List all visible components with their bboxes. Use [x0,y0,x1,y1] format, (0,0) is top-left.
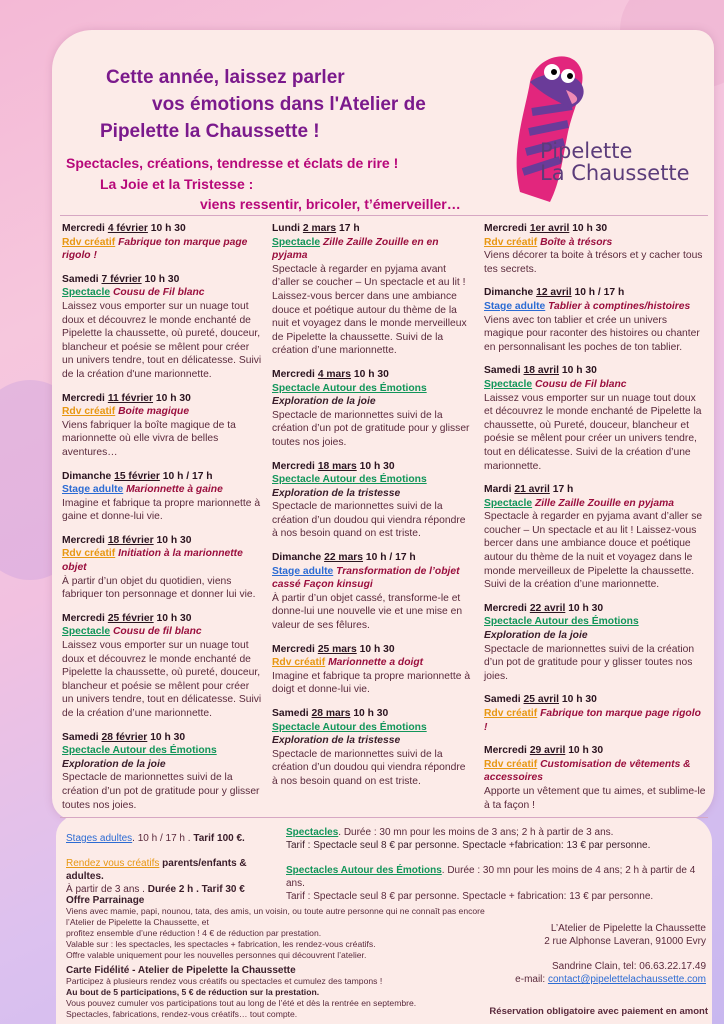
event-description: Imagine et fabrique ta propre marionnette à gaine et donne-lui vie. [62,497,261,523]
spectacles-info [286,826,706,852]
event-block [272,368,472,450]
event-title-line [62,286,262,300]
event-day: Mercredi [484,602,527,614]
event-description: À partir d’un objet cassé, transforme-le et donne-lui une nouvelle vie et une mise en valeur de ses fêlures. [272,592,463,632]
event-title-line [62,547,262,574]
event-date-line [272,460,472,474]
event-date-line [484,286,706,300]
event-description: Spectacle de marionnettes suivi de la création d’un pot de gratitude pour y glisser toutes nos joies. [272,409,470,448]
event-day: Mercredi [484,745,527,757]
event-type-link[interactable]: Spectacle [484,378,533,390]
logo-text [540,140,690,184]
rdv-duree: Durée 2 h . Tarif 30 € [147,884,245,895]
event-title-line [484,236,706,250]
schedule-column-april [484,222,706,822]
event-date: 7 février [101,273,142,285]
event-date: 25 mars [317,643,357,655]
event-day: Mercredi [272,460,315,472]
logo-line-1: Pipelette [540,139,633,163]
contact-address: 2 rue Alphonse Laveran, 91000 Evry [544,936,706,947]
divider [60,215,708,216]
event-time: 10 h 30 [150,223,186,234]
event-block [272,551,472,633]
event-time: 10 h 30 [353,708,389,719]
event-type-link[interactable]: Rdv créatif [484,236,538,248]
event-time: 10 h 30 [568,602,604,614]
event-time: 10 h 30 [359,460,395,472]
event-title-line [62,405,262,419]
event-date: 4 février [107,223,148,234]
event-title-line [272,236,472,263]
event-title-line [272,473,472,487]
title-line-3: Pipelette la Chaussette ! [100,121,320,142]
event-name: Tablier à comptines/histoires [548,300,691,312]
event-block [272,222,472,358]
stages-text: . 10 h / 17 h . [132,833,194,844]
event-date: 28 février [101,731,148,743]
event-block [62,222,262,263]
contact-email-line [494,973,706,986]
event-type-link[interactable]: Spectacle [62,626,111,638]
spectacles-tarif: Tarif : Spectacle seul 8 € par personne. Spectacle +fabrication: 13 € par personne. [286,840,651,851]
event-time: 10 h 30 [156,612,192,624]
event-day: Mercredi [62,612,105,624]
event-date-line [484,483,706,497]
event-date: 15 février [114,470,160,482]
event-description: Viens fabriquer la boîte magique de ta marionnette où elle vivra de belles aventures… [62,419,236,458]
event-date: 22 avril [529,602,566,614]
contact-name: L’Atelier de Pipelette la Chaussette [550,923,706,934]
event-day: Mercredi [272,368,315,380]
event-title-line [62,236,262,263]
event-type-link[interactable]: Rdv créatif [272,657,326,669]
event-time: 10 h 30 [144,273,180,285]
spectacles-duree: . Durée : 30 mn pour les moins de 3 ans; 2 h à partir de 3 ans. [338,827,614,838]
event-time: 10 h / 17 h [162,470,213,482]
title-line-1: Cette année, laissez parler [106,67,345,88]
event-date-line [272,707,472,721]
stages-info [66,832,286,845]
event-date-line [62,392,262,406]
event-time: 17 h [339,223,360,234]
event-date-line [62,534,262,548]
spectacles-emotions-duree: . Durée : 30 mn pour les moins de 4 ans; 2 h à partir de 4 ans. [286,865,696,889]
event-time: 10 h 30 [150,731,186,743]
subtitle-2: La Joie et la Tristesse : [100,176,254,192]
event-name: Exploration de la joie [62,758,166,770]
event-title-line [272,565,472,592]
event-name: Fabrique ton marque page rigolo ! [62,236,248,262]
event-date-line [272,643,472,657]
event-type-link[interactable]: Spectacle Autour des Émotions [272,382,427,394]
event-date: 18 février [107,534,154,546]
subtitle-1: Spectacles, créations, tendresse et éclats de rire ! [66,155,399,171]
event-day: Samedi [62,273,99,285]
event-type-link[interactable]: Spectacle Autour des Émotions [272,721,427,733]
contact-phone: Sandrine Clain, tel: 06.63.22.17.49 [552,961,706,972]
schedule-column-march [272,222,472,799]
event-description: Laissez vous emporter sur un nuage tout doux et découvrez le monde enchanté de Pipelette la chaussette, où pureté, douceur, blancheur et poésie se mêlent pour créer un univers tendre, tout en délicatesse. Suivi de la création d'une marionnette. [62,300,262,380]
event-date: 21 avril [514,484,550,496]
event-name: Fabrique ton marque page rigolo ! [484,708,701,733]
event-title-line [272,382,472,396]
parrainage-line-4: Offre valable uniquement pour les nouvelles personnes qui découvrent l’atelier. [66,950,367,960]
reservation-note: Réservation obligatoire avec paiement en amont [489,1006,708,1017]
rdv-bold: parents/enfants & adultes. [66,858,247,882]
email-link[interactable]: contact@pipelettelachaussette.com [547,974,706,985]
spectacles-emotions-tarif: Tarif : Spectacle seul 8 € par personne. Spectacle + fabrication: 13 € par personne. [286,891,654,902]
event-type-link[interactable]: Spectacle [272,236,321,248]
event-name: Exploration de la joie [272,396,376,408]
event-day: Mercredi [62,223,105,234]
event-time: 10 h 30 [155,392,191,404]
event-time: 10 h 30 [561,365,597,377]
event-date-line [484,744,706,758]
event-day: Mercredi [484,223,527,234]
event-title-line [484,758,706,785]
event-title-line [484,378,706,392]
event-date-line [484,602,706,616]
event-block [484,602,706,684]
event-type-link[interactable]: Rdv créatif [62,406,116,418]
event-block [62,273,262,382]
event-type-link[interactable]: Rdv créatif [62,548,116,560]
event-block [62,392,262,460]
event-date: 25 février [107,612,154,624]
event-date: 11 février [107,392,154,404]
title-line-2: vos émotions dans l'Atelier de [152,94,426,115]
event-title-line [62,483,262,497]
parrainage-line-3: Valable sur : les spectacles, les spectacles + fabrication, les rendez-vous créatifs. [66,939,376,949]
event-date: 12 avril [536,287,572,299]
event-type-link[interactable]: Stage adulte [272,565,334,577]
event-description: Spectacle à regarder en pyjama avant d’aller se coucher – Un spectacle et au lit ! Laissez-vous bercer dans une ambiance douce et poétique autour du thème de la nuit et voyagez dans le monde merveilleux de Pipelette la chaussette. Suivi de la création d’une marionnette. [484,511,703,591]
event-date-line [62,612,262,626]
event-type-link[interactable]: Rdv créatif [484,758,538,770]
event-name: Marionnette à gaine [126,484,223,496]
event-title-line [272,721,472,735]
event-time: 10 h 30 [359,643,395,655]
event-type-link[interactable]: Spectacle Autour des Émotions [272,474,427,486]
event-name: Exploration de la tristesse [272,487,401,499]
event-date: 1er avril [529,223,570,234]
event-description: Spectacle à regarder en pyjama avant d’aller se coucher – Un spectacle et au lit ! Laissez-vous bercer dans une ambiance douce et poétique autour du thème de la nuit et voyagez dans le monde merveilleux de Pipelette la chaussette. Suivi de la création d’une marionnette. [272,263,467,357]
event-name: Zille Zaille Zouille en pyjama [534,497,675,509]
event-description: Apporte un vêtement que tu aimes, et sublime-le à ta façon ! [484,785,706,811]
logo-line-2: La Chaussette [540,161,690,185]
event-name: Exploration de la tristesse [272,735,401,747]
event-block [484,222,706,276]
event-time: 10 h 30 [568,745,604,757]
event-time: 17 h [552,484,574,496]
parrainage-line-2: profitez ensemble d’une réduction ! 4 € de réduction par prestation. [66,928,322,938]
event-day: Dimanche [272,552,322,564]
event-title-line [272,656,472,670]
event-block [484,483,706,592]
event-type-link[interactable]: Spectacle Autour des Émotions [484,616,639,628]
subtitle-3: viens ressentir, bricoler, t’émerveiller… [200,196,461,212]
event-type-link[interactable]: Stage adulte [484,300,546,312]
event-block [62,731,262,813]
event-date: 29 avril [529,745,566,757]
event-description: Viens décorer ta boite à trésors et y cacher tous tes secrets. [484,250,703,275]
event-description: Imagine et fabrique ta propre marionnette à doigt et donne-lui vie. [272,670,471,696]
event-description: À partir d’un objet du quotidien, viens fabriquer ton personnage et donner lui vie. [62,575,256,601]
rdv-info [66,857,286,896]
event-type-link[interactable]: Spectacle Autour des Émotions [62,745,217,757]
event-date: 22 mars [324,552,364,564]
event-type-link[interactable]: Stage adulte [62,484,124,496]
event-name: Cousu de Fil blanc [534,378,627,390]
event-title-line [484,300,706,314]
fidelite-line-2: Au bout de 5 participations, 5 € de réduction sur la prestation. [66,987,320,997]
event-name: Cousu de fil blanc [112,626,202,638]
event-name: Cousu de Fil blanc [112,287,205,299]
schedule-column-february [62,222,262,822]
rdv-text: À partir de 3 ans . [66,884,148,895]
event-name: Exploration de la joie [484,630,588,642]
event-date: 4 mars [317,368,352,380]
event-block [484,744,706,812]
event-date: 2 mars [302,223,337,234]
main-title [100,64,500,145]
event-date-line [62,273,262,287]
event-date: 25 avril [523,694,560,706]
email-label: e-mail: [515,974,548,985]
parrainage-line-1: Viens avec mamie, papi, nounou, tata, des amis, un voisin, ou toute autre personne qui ne connaît pas encore l’Atelier de Pipelette la Chaussette, et [66,906,485,927]
event-date-line [272,222,472,236]
event-day: Samedi [62,731,99,743]
event-time: 10 h 30 [561,694,597,706]
divider [60,817,708,818]
event-title-line [62,625,262,639]
event-date-line [272,551,472,565]
event-title-line [484,497,706,511]
event-title-line [484,615,706,629]
event-description: Laissez vous emporter sur un nuage tout doux et découvrez le monde enchanté de Pipelette la chaussette, où pureté, douceur, blancheur et poésie se mêlent pour créer un univers tendre, tout en délicatesse. Suivi de la création d’une marionnette. [62,640,262,719]
event-day: Mercredi [62,534,105,546]
event-day: Samedi [484,365,521,377]
event-name: Boite magique [118,406,190,418]
offers-section [66,895,486,1020]
event-time: 10 h 30 [156,534,192,546]
event-block [62,612,262,721]
event-description: Spectacle de marionnettes suivi de la création d’un pot de gratitude pour y glisser toutes nos joies. [62,772,260,811]
sock-puppet-logo [490,42,690,212]
event-description: Viens avec ton tablier et crée un univers magique pour raconter des histoires ou chanter en personnalisant les poches de ton tablier. [484,314,700,353]
event-date-line [484,222,706,236]
event-block [484,286,706,354]
event-block [484,364,706,473]
event-block [62,470,262,524]
spectacles-label: Spectacles [286,827,339,838]
event-time: 10 h 30 [572,223,608,234]
event-description: Spectacle de marionnettes suivi de la création d’un doudou qui viendra répondre à nos besoin quand on est triste. [272,748,466,787]
event-day: Dimanche [484,287,534,299]
event-time: 10 h / 17 h [574,287,625,299]
event-date-line [484,364,706,378]
event-day: Samedi [484,694,521,706]
event-date-line [484,693,706,707]
event-day: Mardi [484,484,512,496]
stages-label: Stages adultes [66,833,133,844]
spectacles-emotions-label: Spectacles Autour des Émotions [286,865,442,876]
event-name: Marionnette a doigt [328,657,424,669]
event-description: Laissez vous emporter sur un nuage tout doux et découvrez le monde enchanté de Pipelette la chaussette, où Pureté, douceur, blancheur et poésie se mêlent pour créer un univers tendre, tout en délicatesse. Suivi de la création d’une marionnette. [484,392,702,472]
event-day: Mercredi [62,392,105,404]
event-block [272,707,472,789]
event-block [272,643,472,697]
stages-tarif: Tarif 100 €. [193,833,245,844]
event-date-line [62,470,262,484]
event-time: 10 h / 17 h [365,552,416,564]
contact-block [494,922,706,986]
event-day: Dimanche [62,470,112,482]
event-date-line [272,368,472,382]
fidelite-line-1: Participez à plusieurs rendez vous créatifs ou spectacles et cumulez des tampons ! [66,976,383,986]
event-block [272,460,472,542]
event-date: 18 mars [317,460,357,472]
event-type-link[interactable]: Spectacle [484,497,533,509]
event-date-line [62,222,262,236]
event-description: Spectacle de marionnettes suivi de la création d’un doudou qui viendra répondre à nos besoin quand on est triste. [272,501,466,540]
rdv-label: Rendez vous créatifs [66,858,160,869]
event-name: Transformation de l’objet cassé Façon kinsugi [272,565,460,591]
event-name: Zille Zaille Zouille en en pyjama [272,236,439,262]
event-type-link[interactable]: Rdv créatif [484,708,538,719]
event-date-line [62,731,262,745]
event-name: Initiation à la marionnette objet [62,548,243,574]
fidelite-title: Carte Fidélité - Atelier de Pipelette la Chaussette [66,965,296,976]
event-block [484,693,706,734]
event-title-line [62,744,262,758]
fidelite-line-3: Vous pouvez cumuler vos participations tout au long de l’été et dès la rentrée en septembre. [66,998,417,1008]
event-time: 10 h 30 [353,368,389,380]
event-date: 28 mars [311,708,351,719]
event-day: Lundi [272,223,301,234]
event-type-link[interactable]: Spectacle [62,287,111,299]
event-type-link[interactable]: Rdv créatif [62,236,116,248]
event-day: Mercredi [272,643,315,655]
parrainage-title: Offre Parrainage [66,895,145,906]
fidelite-line-4: Spectacles, fabrications, rendez-vous créatifs… tout compte. [66,1009,298,1019]
event-date: 18 avril [523,365,560,377]
event-description: Spectacle de marionnettes suivi de la création d’un pot de gratitude pour y glisser toutes nos joies. [484,643,695,682]
event-block [62,534,262,602]
event-day: Samedi [272,708,309,719]
event-name: Customisation de vêtements & accessoires [484,758,691,784]
event-name: Boîte à trésors [540,236,613,248]
event-title-line [484,707,706,734]
